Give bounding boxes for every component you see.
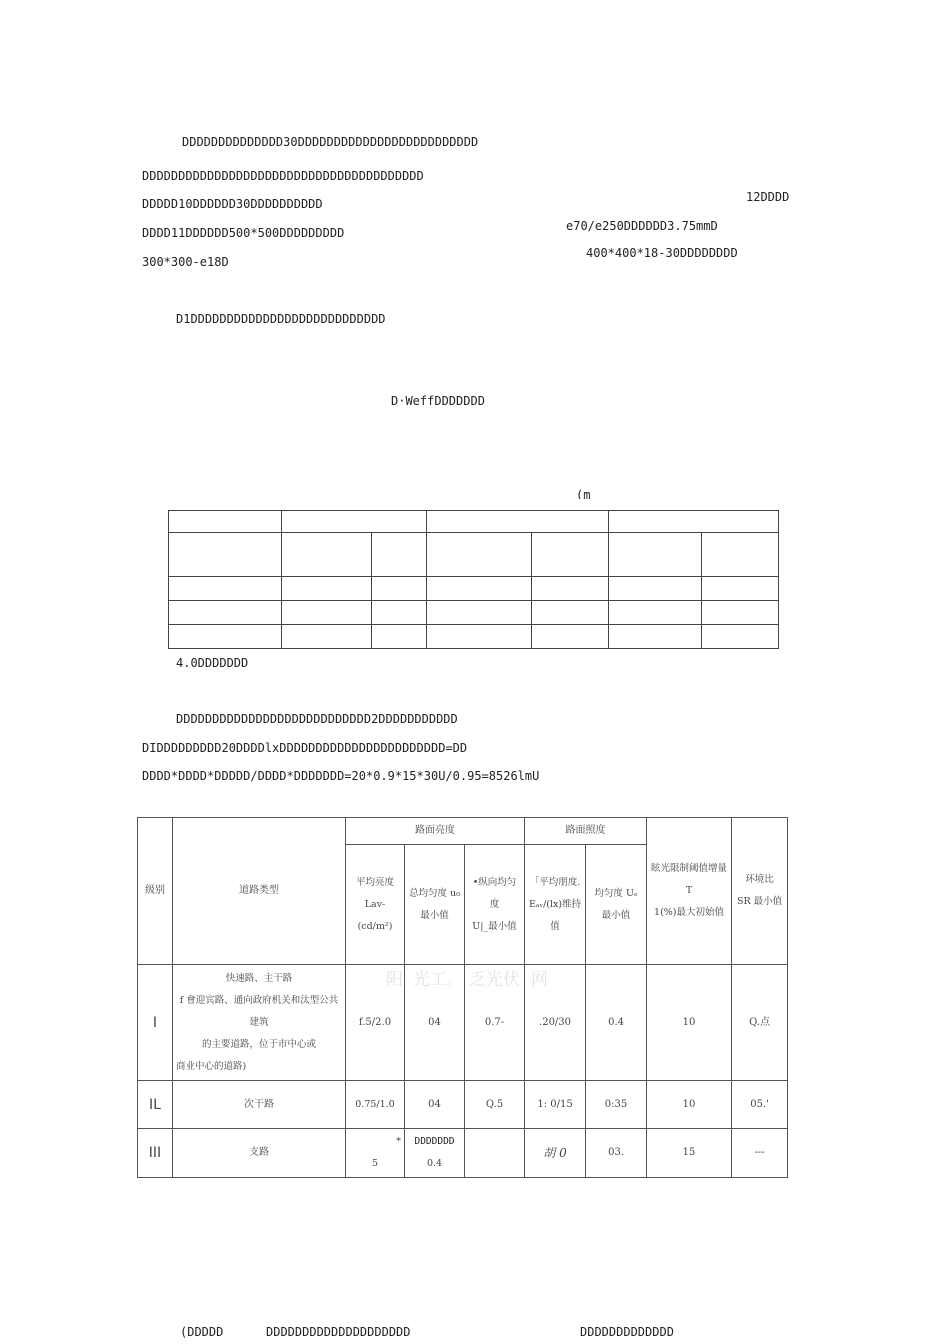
footer-text: (DDDDD	[180, 1325, 224, 1339]
row-road-type: 快速路、主干路 f 會迎宾路、通向政府机关和汰型公共建筑 的主要道路，位于市中心或 商业中心的道路)	[173, 965, 346, 1081]
table-cell	[427, 533, 532, 577]
lighting-standard-table	[137, 817, 788, 1178]
header-luminance: 路面亮度	[346, 818, 525, 845]
formula-line: DDDD*DDDD*DDDDD/DDDD*DDDDDDD=20*0.9*15*30U/0.95=8526lmU	[142, 769, 540, 783]
row-ue: 03.	[586, 1129, 647, 1178]
paragraph-line: DDDDDDDDDDDDDDDDDDDDDDDDDDD2DDDDDDDDDDD	[176, 712, 458, 726]
header-ue: 均匀度 Uₑ 最小值	[586, 845, 647, 965]
row-uo: 光工。 04	[405, 965, 465, 1081]
table-cell	[427, 511, 609, 533]
row-ti: 10	[647, 1081, 732, 1129]
row-uo: DDDDDDD 0.4	[405, 1129, 465, 1178]
watermark-text: 阳	[386, 970, 403, 990]
paragraph-line: DIDDDDDDDDD20DDDDlxDDDDDDDDDDDDDDDDDDDDDDD=DD	[142, 741, 468, 755]
header-uo: 总均匀度 u₀ 最小值	[405, 845, 465, 965]
row-level: I	[138, 965, 173, 1081]
table-cell	[282, 533, 372, 577]
table-cell	[702, 601, 779, 625]
watermark-text: 网	[531, 970, 549, 990]
row-ul: Q.5	[465, 1081, 525, 1129]
header-glare-ti: 眩光限制阈值增量 T 1(%)最大初始值	[647, 818, 732, 965]
table-cell	[609, 577, 702, 601]
row-level: IL	[138, 1081, 173, 1129]
row-ti: 15	[647, 1129, 732, 1178]
table-cell	[282, 511, 427, 533]
row-ul: 乏光伏 0.7-	[465, 965, 525, 1081]
table-cell	[282, 601, 372, 625]
row-ue: 0.4	[586, 965, 647, 1081]
row-road-type: 次干路	[173, 1081, 346, 1129]
footer-text: DDDDDDDDDDDDDDDDDDDD	[266, 1325, 411, 1339]
table-cell	[532, 533, 609, 577]
row-eav: 胡 0	[525, 1129, 586, 1178]
table-cell	[169, 533, 282, 577]
row-lav: * 5	[346, 1129, 405, 1178]
row-uo: 04	[405, 1081, 465, 1129]
watermark-text: 光工。	[413, 970, 464, 990]
paragraph-line-right: e70/e250DDDDDD3.75mmD	[566, 219, 718, 233]
table-cell	[372, 625, 427, 649]
row-level: III	[138, 1129, 173, 1178]
row-sr: 05.'	[732, 1081, 788, 1129]
paragraph-line-right: 400*400*18-30DDDDDDDD	[586, 246, 738, 258]
table-cell	[609, 511, 779, 533]
row-sr: Q.点	[732, 965, 788, 1081]
header-ul: •纵向均匀度 U|_最小值	[465, 845, 525, 965]
table-cell	[372, 577, 427, 601]
table-cell	[372, 601, 427, 625]
header-level: 级别	[138, 818, 173, 965]
row-eav: 网 .20/30	[525, 965, 586, 1081]
table-cell	[372, 533, 427, 577]
table-cell	[427, 601, 532, 625]
table-cell	[169, 601, 282, 625]
table-cell	[609, 533, 702, 577]
table-cell	[169, 625, 282, 649]
paragraph-line: DDDD11DDDDDD500*500DDDDDDDDD	[142, 226, 345, 240]
unit-label: (m	[576, 488, 591, 499]
table-cell	[702, 577, 779, 601]
table-cell	[609, 625, 702, 649]
paragraph-line: DDDDDDDDDDDDDD30DDDDDDDDDDDDDDDDDDDDDDDDD	[182, 135, 479, 149]
table-cell	[427, 625, 532, 649]
table-cell	[532, 601, 609, 625]
table-cell	[702, 625, 779, 649]
paragraph-line: D1DDDDDDDDDDDDDDDDDDDDDDDDDDD	[176, 312, 386, 326]
table-cell	[282, 577, 372, 601]
header-road-type: 道路类型	[173, 818, 346, 965]
formula-line: D·WeffDDDDDDD	[391, 394, 485, 406]
paragraph-line: 300*300-e18D	[142, 255, 229, 269]
paragraph-line: DDDDDDDDDDDDDDDDDDDDDDDDDDDDDDDDDDDDDDD	[142, 169, 424, 183]
footer-text: DDDDDDDDDDDDD	[580, 1325, 674, 1339]
paragraph-line-right: 12DDDD	[746, 190, 790, 204]
table-cell	[169, 511, 282, 533]
header-sr: 环境比 SR 最小值	[732, 818, 788, 965]
row-ul	[465, 1129, 525, 1178]
paragraph-line: 4.0DDDDDDD	[176, 656, 249, 670]
row-ue: 0:35	[586, 1081, 647, 1129]
row-eav: 1: 0/15	[525, 1081, 586, 1129]
table-cell	[282, 625, 372, 649]
paragraph-line: DDDDD10DDDDDD30DDDDDDDDDD	[142, 197, 323, 211]
row-sr: ---	[732, 1129, 788, 1178]
table-cell	[609, 601, 702, 625]
row-lav: 0.75/1.0	[346, 1081, 405, 1129]
table-cell	[532, 577, 609, 601]
table-cell	[427, 577, 532, 601]
header-lav: 平均亮度 Lav- (cd/m²)	[346, 845, 405, 965]
empty-data-table	[168, 510, 779, 649]
table-cell	[702, 533, 779, 577]
row-ti: 10	[647, 965, 732, 1081]
row-lav: 阳 f.5/2.0	[346, 965, 405, 1081]
table-cell	[169, 577, 282, 601]
header-eav: 「平均朋度. Eₐᵥ/(lx)维持值	[525, 845, 586, 965]
row-road-type: 支路	[173, 1129, 346, 1178]
watermark-text: 乏光伏	[469, 970, 520, 990]
table-cell	[532, 625, 609, 649]
header-illuminance: 路面照度	[525, 818, 647, 845]
